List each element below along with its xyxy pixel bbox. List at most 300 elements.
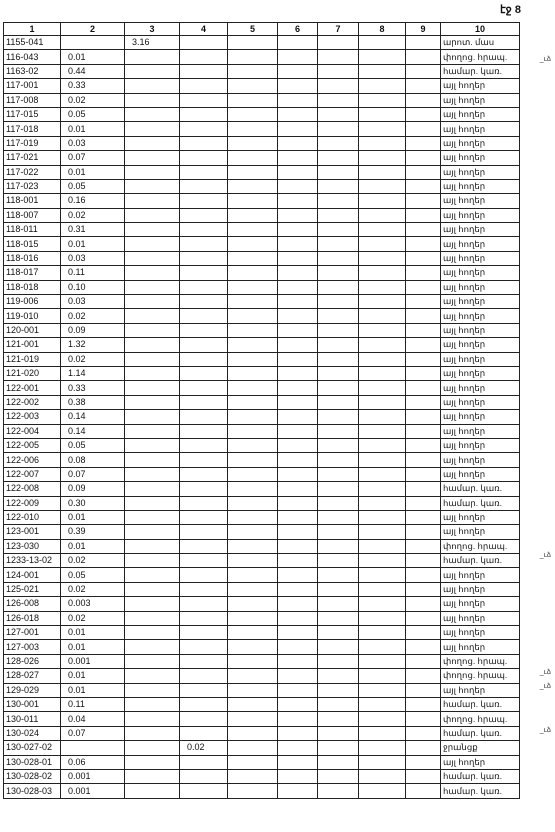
column-header: 5 — [228, 23, 278, 36]
table-row — [4, 338, 520, 352]
table-cell: 120-001 — [4, 323, 61, 337]
table-cell — [125, 784, 180, 798]
table-cell: 0.10 — [61, 280, 125, 294]
table-cell: 118-015 — [4, 237, 61, 251]
table-cell — [125, 525, 180, 539]
table-cell — [359, 496, 406, 510]
table-row — [4, 654, 520, 668]
table-cell: այլ հողեր — [441, 640, 520, 654]
table-cell — [228, 395, 278, 409]
table-cell — [180, 309, 228, 323]
table-cell — [278, 525, 318, 539]
table-row — [4, 467, 520, 481]
table-cell — [278, 79, 318, 93]
table-cell — [278, 179, 318, 193]
table-cell — [359, 50, 406, 64]
table-cell — [180, 136, 228, 150]
table-cell — [125, 582, 180, 596]
table-cell — [318, 640, 359, 654]
table-row — [4, 510, 520, 524]
table-cell — [406, 525, 441, 539]
table-row — [4, 539, 520, 553]
table-cell — [406, 64, 441, 78]
table-cell — [125, 410, 180, 424]
table-cell — [318, 179, 359, 193]
table-cell — [359, 438, 406, 452]
table-cell: 130-001 — [4, 697, 61, 711]
table-cell: 128-026 — [4, 654, 61, 668]
table-cell: 126-008 — [4, 597, 61, 611]
table-cell — [180, 712, 228, 726]
table-cell — [406, 654, 441, 668]
table-cell: համար. կառ. — [441, 482, 520, 496]
table-cell — [359, 381, 406, 395]
table-row — [4, 64, 520, 78]
table-cell — [359, 410, 406, 424]
table-cell — [125, 467, 180, 481]
table-cell: 129-029 — [4, 683, 61, 697]
table-cell — [180, 424, 228, 438]
table-row — [4, 395, 520, 409]
table-cell — [359, 251, 406, 265]
table-cell — [318, 194, 359, 208]
table-row — [4, 525, 520, 539]
table-cell — [180, 352, 228, 366]
table-cell — [125, 726, 180, 740]
table-cell — [228, 453, 278, 467]
table-cell — [228, 323, 278, 337]
table-cell — [278, 554, 318, 568]
table-cell — [180, 79, 228, 93]
table-cell — [125, 295, 180, 309]
table-cell: 118-011 — [4, 223, 61, 237]
table-cell — [125, 769, 180, 783]
table-cell: 122-001 — [4, 381, 61, 395]
table-cell — [359, 769, 406, 783]
table-cell — [318, 539, 359, 553]
table-cell — [359, 194, 406, 208]
table-cell: 0.08 — [61, 453, 125, 467]
table-cell — [406, 223, 441, 237]
table-cell — [278, 366, 318, 380]
page-number-label: էջ 8 — [500, 4, 521, 16]
table-cell: 121-019 — [4, 352, 61, 366]
table-row — [4, 424, 520, 438]
table-cell — [359, 136, 406, 150]
table-row — [4, 626, 520, 640]
table-cell — [359, 323, 406, 337]
table-cell — [278, 467, 318, 481]
table-cell: 0.03 — [61, 295, 125, 309]
margin-annotation: _ւձ — [539, 668, 551, 676]
table-cell — [278, 223, 318, 237]
table-cell — [228, 554, 278, 568]
table-cell: 117-001 — [4, 79, 61, 93]
table-cell — [278, 741, 318, 755]
table-cell — [125, 683, 180, 697]
table-cell: այլ հողեր — [441, 79, 520, 93]
table-cell — [125, 136, 180, 150]
table-cell — [180, 467, 228, 481]
table-cell — [180, 194, 228, 208]
table-cell — [125, 50, 180, 64]
table-cell — [125, 496, 180, 510]
table-cell: 117-008 — [4, 93, 61, 107]
table-cell — [180, 554, 228, 568]
table-cell: 117-018 — [4, 122, 61, 136]
table-cell: այլ հողեր — [441, 395, 520, 409]
table-cell — [406, 726, 441, 740]
table-cell — [278, 395, 318, 409]
table-cell — [318, 496, 359, 510]
table-row — [4, 136, 520, 150]
table-cell — [406, 295, 441, 309]
table-cell: այլ հողեր — [441, 107, 520, 121]
table-cell: այլ հողեր — [441, 237, 520, 251]
table-cell: 0.11 — [61, 266, 125, 280]
table-cell — [318, 122, 359, 136]
table-cell — [318, 510, 359, 524]
table-cell — [228, 352, 278, 366]
table-cell — [180, 755, 228, 769]
table-cell — [125, 165, 180, 179]
table-cell — [228, 755, 278, 769]
table-row — [4, 122, 520, 136]
table-row — [4, 697, 520, 711]
table-cell — [228, 424, 278, 438]
table-cell — [406, 251, 441, 265]
table-row — [4, 669, 520, 683]
table-cell — [318, 36, 359, 50]
land-register-table — [3, 22, 520, 799]
table-cell — [228, 640, 278, 654]
column-header: 6 — [278, 23, 318, 36]
table-cell — [228, 136, 278, 150]
table-cell: այլ հողեր — [441, 338, 520, 352]
table-cell — [278, 323, 318, 337]
table-cell: փողոց. հրապ. — [441, 712, 520, 726]
table-cell: այլ հողեր — [441, 683, 520, 697]
table-cell: համար. կառ. — [441, 726, 520, 740]
table-cell: այլ հողեր — [441, 597, 520, 611]
table-cell — [228, 151, 278, 165]
table-cell — [406, 741, 441, 755]
table-row — [4, 496, 520, 510]
table-cell — [406, 626, 441, 640]
table-cell — [406, 136, 441, 150]
table-cell — [278, 769, 318, 783]
table-cell: 130-028-02 — [4, 769, 61, 783]
table-cell — [278, 64, 318, 78]
table-cell — [125, 280, 180, 294]
table-cell: այլ հողեր — [441, 410, 520, 424]
table-cell — [318, 453, 359, 467]
table-row — [4, 568, 520, 582]
table-row — [4, 151, 520, 165]
table-cell — [359, 122, 406, 136]
table-cell — [359, 510, 406, 524]
table-row — [4, 582, 520, 596]
table-cell — [125, 626, 180, 640]
table-cell: 0.02 — [61, 582, 125, 596]
table-cell: համար. կառ. — [441, 697, 520, 711]
table-cell — [278, 338, 318, 352]
table-cell: այլ հողեր — [441, 179, 520, 193]
table-cell — [359, 697, 406, 711]
table-row — [4, 36, 520, 50]
table-cell — [125, 424, 180, 438]
table-cell — [406, 568, 441, 582]
table-cell — [278, 597, 318, 611]
table-cell — [406, 323, 441, 337]
table-cell — [318, 165, 359, 179]
table-cell — [406, 496, 441, 510]
table-cell: 0.02 — [61, 611, 125, 625]
table-cell — [278, 208, 318, 222]
table-cell — [406, 438, 441, 452]
table-cell: այլ հողեր — [441, 381, 520, 395]
table-cell — [228, 597, 278, 611]
table-cell — [359, 395, 406, 409]
table-cell: այլ հողեր — [441, 323, 520, 337]
table-cell — [359, 151, 406, 165]
table-cell — [228, 36, 278, 50]
table-cell — [228, 611, 278, 625]
table-cell — [318, 395, 359, 409]
table-cell — [359, 568, 406, 582]
table-cell — [180, 611, 228, 625]
table-cell: այլ հողեր — [441, 582, 520, 596]
table-cell — [278, 496, 318, 510]
table-cell: 0.02 — [61, 93, 125, 107]
table-cell — [318, 381, 359, 395]
table-cell — [180, 208, 228, 222]
table-cell — [228, 266, 278, 280]
table-row — [4, 755, 520, 769]
table-row — [4, 597, 520, 611]
table-row — [4, 769, 520, 783]
table-cell: 1.32 — [61, 338, 125, 352]
table-cell — [278, 107, 318, 121]
table-cell: 0.02 — [180, 741, 228, 755]
table-cell: այլ հողեր — [441, 165, 520, 179]
table-cell — [125, 309, 180, 323]
table-cell — [228, 381, 278, 395]
table-cell: այլ հողեր — [441, 352, 520, 366]
table-cell — [359, 237, 406, 251]
table-cell — [406, 640, 441, 654]
table-cell — [278, 683, 318, 697]
table-cell: այլ հողեր — [441, 510, 520, 524]
table-cell: 122-003 — [4, 410, 61, 424]
column-header: 2 — [61, 23, 125, 36]
table-cell: 122-009 — [4, 496, 61, 510]
table-row — [4, 194, 520, 208]
table-cell — [406, 453, 441, 467]
table-cell — [359, 539, 406, 553]
table-cell: այլ հողեր — [441, 755, 520, 769]
table-body — [4, 36, 520, 799]
table-cell — [180, 64, 228, 78]
table-cell — [359, 208, 406, 222]
table-cell: 0.03 — [61, 251, 125, 265]
table-cell: 122-004 — [4, 424, 61, 438]
table-cell: 0.16 — [61, 194, 125, 208]
column-header: 8 — [359, 23, 406, 36]
table-cell: այլ հողեր — [441, 568, 520, 582]
table-cell — [278, 309, 318, 323]
table-cell — [406, 755, 441, 769]
table-cell: 122-007 — [4, 467, 61, 481]
table-cell — [180, 582, 228, 596]
table-cell: 1.14 — [61, 366, 125, 380]
table-cell: 0.14 — [61, 410, 125, 424]
table-cell: 0.001 — [61, 654, 125, 668]
column-header: 10 — [441, 23, 520, 36]
table-cell: փողոց. հրապ. — [441, 654, 520, 668]
table-cell — [359, 93, 406, 107]
table-cell — [359, 482, 406, 496]
table-cell — [406, 309, 441, 323]
table-cell — [125, 669, 180, 683]
table-cell — [228, 712, 278, 726]
table-cell: 122-010 — [4, 510, 61, 524]
table-cell — [125, 568, 180, 582]
table-row — [4, 50, 520, 64]
table-cell — [406, 410, 441, 424]
table-cell — [359, 295, 406, 309]
table-cell — [180, 482, 228, 496]
table-cell — [180, 93, 228, 107]
table-cell: 122-006 — [4, 453, 61, 467]
table-cell — [318, 338, 359, 352]
table-cell: 0.07 — [61, 726, 125, 740]
table-cell — [359, 36, 406, 50]
table-cell — [318, 208, 359, 222]
table-cell — [406, 93, 441, 107]
table-cell — [318, 683, 359, 697]
table-cell — [278, 194, 318, 208]
table-cell — [125, 482, 180, 496]
table-cell: 118-018 — [4, 280, 61, 294]
table-cell — [406, 36, 441, 50]
table-cell: 0.30 — [61, 496, 125, 510]
table-cell — [359, 280, 406, 294]
table-cell — [228, 626, 278, 640]
table-cell: 0.01 — [61, 539, 125, 553]
table-cell — [406, 107, 441, 121]
table-cell: փողոց. հրապ. — [441, 50, 520, 64]
column-header: 4 — [180, 23, 228, 36]
table-cell: այլ հողեր — [441, 122, 520, 136]
table-cell — [359, 223, 406, 237]
column-header: 1 — [4, 23, 61, 36]
table-cell — [125, 366, 180, 380]
table-cell — [318, 568, 359, 582]
table-cell — [278, 266, 318, 280]
table-cell — [406, 582, 441, 596]
table-cell — [228, 50, 278, 64]
table-cell — [180, 539, 228, 553]
table-cell — [359, 309, 406, 323]
table-cell: փողոց. հրապ. — [441, 669, 520, 683]
table-row — [4, 640, 520, 654]
table-cell — [125, 395, 180, 409]
table-cell — [228, 93, 278, 107]
table-cell — [359, 554, 406, 568]
table-cell — [278, 726, 318, 740]
table-cell — [125, 79, 180, 93]
table-cell: 124-001 — [4, 568, 61, 582]
table-cell — [125, 741, 180, 755]
table-cell: 119-010 — [4, 309, 61, 323]
table-cell — [125, 107, 180, 121]
table-row — [4, 323, 520, 337]
table-cell: 0.001 — [61, 784, 125, 798]
table-cell — [278, 568, 318, 582]
table-cell — [228, 496, 278, 510]
table-cell — [318, 251, 359, 265]
table-cell — [278, 510, 318, 524]
table-cell — [228, 654, 278, 668]
table-cell: համար. կառ. — [441, 496, 520, 510]
table-cell: այլ հողեր — [441, 626, 520, 640]
table-cell: 0.03 — [61, 136, 125, 150]
table-cell — [406, 395, 441, 409]
table-cell: 118-001 — [4, 194, 61, 208]
table-cell — [318, 410, 359, 424]
table-cell — [278, 784, 318, 798]
table-cell — [359, 784, 406, 798]
table-cell: 0.01 — [61, 683, 125, 697]
table-cell: 118-017 — [4, 266, 61, 280]
table-cell — [278, 453, 318, 467]
table-cell: փողոց. հրապ. — [441, 539, 520, 553]
table-cell — [359, 683, 406, 697]
margin-annotation: _ւձ — [539, 727, 551, 735]
table-cell — [228, 769, 278, 783]
table-row — [4, 410, 520, 424]
table-cell: համար. կառ. — [441, 64, 520, 78]
table-cell — [406, 597, 441, 611]
table-cell — [125, 640, 180, 654]
table-cell — [180, 280, 228, 294]
table-cell — [228, 467, 278, 481]
table-cell — [228, 669, 278, 683]
table-cell — [228, 64, 278, 78]
table-cell: 118-007 — [4, 208, 61, 222]
table-cell: 1233-13-02 — [4, 554, 61, 568]
table-cell — [318, 582, 359, 596]
table-cell — [228, 366, 278, 380]
table-cell: այլ հողեր — [441, 136, 520, 150]
table-cell — [180, 683, 228, 697]
table-cell — [228, 784, 278, 798]
table-cell: 0.01 — [61, 669, 125, 683]
table-cell — [318, 654, 359, 668]
table-cell: 0.09 — [61, 482, 125, 496]
table-cell — [228, 697, 278, 711]
table-cell — [180, 395, 228, 409]
table-cell — [406, 179, 441, 193]
table-cell — [278, 136, 318, 150]
column-header: 3 — [125, 23, 180, 36]
table-cell — [228, 223, 278, 237]
table-row — [4, 251, 520, 265]
table-cell: այլ հողեր — [441, 280, 520, 294]
table-cell — [125, 93, 180, 107]
table-cell — [318, 50, 359, 64]
